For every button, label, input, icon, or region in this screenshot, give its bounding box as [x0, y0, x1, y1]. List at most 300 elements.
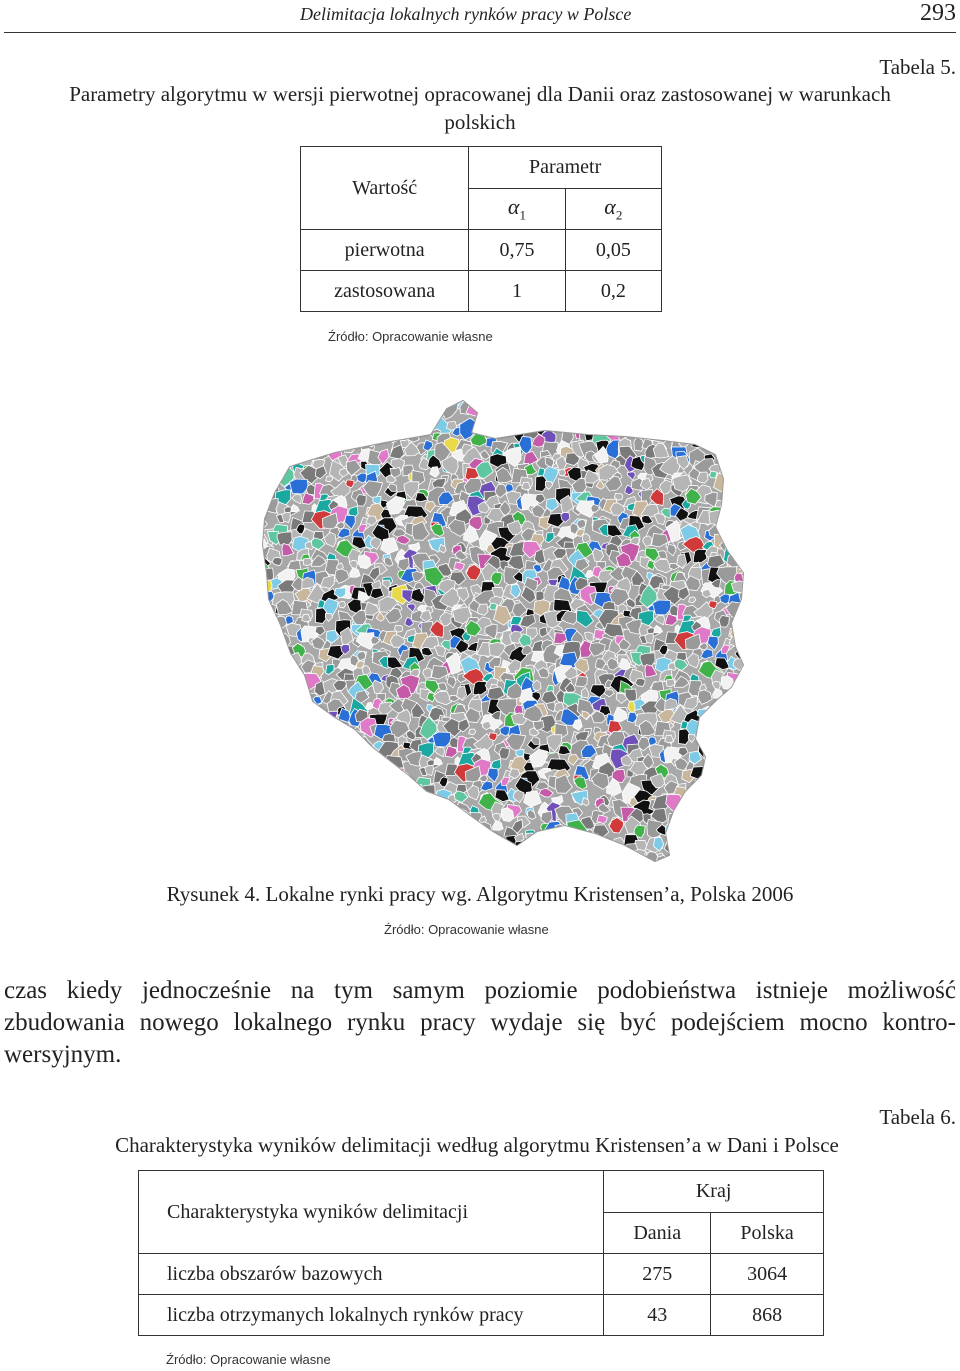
- map-region: [421, 399, 437, 416]
- map-region: [195, 625, 208, 634]
- map-region: [563, 863, 574, 870]
- table-row: [301, 271, 662, 312]
- map-region: [731, 581, 746, 593]
- map-region: [287, 815, 303, 832]
- map-region: [233, 739, 252, 756]
- map-region: [289, 856, 301, 869]
- table-row: [139, 1295, 824, 1336]
- map-region: [728, 723, 743, 736]
- map-region: [492, 838, 502, 850]
- map-region: [332, 802, 346, 818]
- map-region: [489, 414, 499, 424]
- map-region: [277, 831, 298, 849]
- map-region: [283, 775, 297, 789]
- map-region: [744, 659, 762, 675]
- map-region: [371, 409, 381, 417]
- map-region: [294, 800, 314, 818]
- map-region: [248, 421, 263, 440]
- map-region: [768, 532, 770, 546]
- map-region: [273, 421, 285, 436]
- map-region: [732, 417, 746, 432]
- map-region: [709, 436, 719, 448]
- map-region: [280, 693, 289, 704]
- map-region: [550, 857, 558, 865]
- map-region: [764, 479, 770, 497]
- map-region: [335, 789, 356, 805]
- map-region: [707, 440, 717, 449]
- map-region: [200, 572, 218, 586]
- map-region: [750, 596, 760, 604]
- map-region: [765, 670, 770, 690]
- map-region: [430, 395, 444, 411]
- map-region: [759, 444, 770, 457]
- map-region: [735, 819, 747, 830]
- table5-row-label: zastosowana: [301, 271, 469, 312]
- map-region: [229, 632, 249, 650]
- map-region: [741, 823, 756, 836]
- map-region: [317, 848, 332, 862]
- map-region: [195, 720, 205, 734]
- map-region: [226, 806, 237, 816]
- map-region: [450, 837, 472, 857]
- body-paragraph: [4, 975, 956, 1071]
- map-region: [205, 812, 219, 826]
- map-region: [459, 824, 475, 840]
- map-region: [763, 677, 771, 688]
- map-region: [323, 776, 341, 796]
- map-region: [262, 853, 271, 862]
- map-region: [748, 729, 765, 744]
- map-region: [445, 867, 454, 870]
- map-region: [307, 403, 322, 417]
- map-region: [594, 395, 609, 405]
- map-region: [719, 754, 737, 771]
- map-region: [731, 794, 745, 809]
- map-region: [313, 853, 324, 863]
- map-region: [303, 832, 319, 847]
- map-region: [385, 812, 393, 820]
- map-region: [239, 481, 252, 493]
- map-region: [212, 555, 224, 566]
- map-region: [761, 765, 770, 777]
- map-region: [342, 773, 361, 794]
- map-region: [612, 853, 623, 866]
- map-region: [235, 553, 255, 568]
- map-region: [742, 751, 752, 763]
- map-region: [237, 782, 258, 797]
- map-region: [715, 847, 727, 861]
- map-region: [300, 747, 316, 760]
- map-region: [247, 696, 261, 709]
- map-region: [318, 800, 329, 811]
- map-region: [732, 470, 747, 487]
- map-region: [501, 844, 513, 856]
- map-region: [621, 857, 632, 868]
- map-region: [697, 852, 715, 870]
- map-region: [762, 508, 771, 522]
- map-region: [229, 828, 239, 834]
- map-region: [387, 790, 399, 802]
- map-region: [249, 648, 262, 661]
- map-region: [262, 806, 275, 815]
- map-region: [764, 410, 770, 421]
- map-region: [435, 830, 452, 844]
- map-region: [198, 752, 211, 764]
- map-region: [251, 586, 264, 601]
- map-region: [701, 779, 720, 795]
- map-region: [195, 417, 209, 438]
- map-region: [414, 418, 424, 425]
- map-region: [253, 515, 263, 527]
- map-region: [258, 686, 273, 701]
- map-region: [218, 624, 234, 637]
- map-region: [758, 636, 770, 647]
- map-region: [219, 429, 240, 449]
- table5-header-param: Parametr: [469, 147, 662, 189]
- map-region: [352, 429, 362, 439]
- map-region: [262, 568, 274, 580]
- map-region: [315, 408, 331, 425]
- map-region: [293, 704, 303, 715]
- map-region: [231, 606, 238, 614]
- map-region: [263, 498, 278, 513]
- map-region: [228, 651, 246, 668]
- map-region: [266, 412, 281, 428]
- map-region: [359, 429, 370, 445]
- map-region: [380, 413, 395, 428]
- map-region: [220, 414, 233, 430]
- map-region: [195, 685, 213, 705]
- map-region: [302, 413, 320, 429]
- map-region: [207, 619, 228, 639]
- map-region: [198, 588, 217, 605]
- map-region: [250, 678, 269, 698]
- map-region: [715, 395, 737, 411]
- map-region: [557, 398, 567, 408]
- map-region: [717, 444, 729, 459]
- map-region: [283, 731, 292, 740]
- map-region: [585, 417, 602, 430]
- map-region: [254, 723, 275, 742]
- map-region: [494, 840, 511, 854]
- map-region: [404, 799, 416, 813]
- map-region: [692, 416, 701, 428]
- map-region: [218, 566, 226, 577]
- map-region: [303, 837, 323, 855]
- map-region: [270, 816, 281, 828]
- map-region: [755, 433, 769, 445]
- map-region: [632, 427, 644, 437]
- map-region: [245, 840, 260, 855]
- map-region: [739, 502, 752, 516]
- map-region: [227, 564, 243, 577]
- map-region: [735, 538, 743, 546]
- map-region: [617, 844, 638, 863]
- table5: [300, 146, 662, 312]
- map-region: [737, 862, 750, 870]
- map-region: [241, 609, 248, 617]
- map-region: [617, 396, 632, 411]
- map-region: [203, 800, 212, 811]
- map-region: [755, 726, 765, 734]
- map-region: [596, 421, 608, 434]
- map-region: [195, 835, 205, 850]
- map-region: [326, 834, 335, 844]
- map-region: [222, 708, 233, 719]
- map-region: [665, 823, 680, 840]
- map-region: [195, 524, 207, 535]
- map-region: [255, 749, 273, 768]
- map-region: [259, 459, 267, 470]
- map-region: [299, 766, 312, 780]
- map-region: [729, 426, 745, 446]
- map-region: [741, 863, 763, 871]
- map-region: [425, 797, 437, 809]
- map-region: [302, 702, 317, 719]
- map-region: [639, 400, 659, 418]
- map-region: [399, 791, 411, 804]
- map-region: [384, 822, 395, 829]
- map-region: [261, 714, 277, 733]
- map-region: [242, 398, 250, 406]
- map-region: [237, 720, 249, 734]
- map-region: [719, 857, 737, 870]
- map-region: [288, 687, 304, 703]
- map-region: [254, 866, 274, 870]
- map-region: [230, 844, 248, 863]
- table6-header-country: Kraj: [604, 1171, 824, 1213]
- map-region: [718, 395, 728, 406]
- map-region: [724, 723, 741, 741]
- map-region: [740, 639, 760, 656]
- map-region: [757, 584, 770, 598]
- map-region: [230, 434, 244, 453]
- map-region: [395, 781, 410, 793]
- map-region: [734, 757, 743, 765]
- map-region: [202, 780, 213, 789]
- map-region: [214, 778, 225, 789]
- map-region: [513, 396, 523, 405]
- map-region: [265, 771, 282, 789]
- map-region: [236, 516, 249, 529]
- map-region: [217, 638, 232, 649]
- map-region: [438, 841, 457, 859]
- map-region: [751, 605, 760, 613]
- map-region: [695, 780, 704, 790]
- map-region: [719, 615, 729, 627]
- map-region: [202, 717, 217, 732]
- map-region: [277, 532, 292, 545]
- map-region: [201, 753, 214, 771]
- map-region: [252, 438, 264, 452]
- map-region: [259, 489, 270, 499]
- map-region: [195, 508, 203, 522]
- map-region: [271, 719, 285, 733]
- map-region: [287, 824, 303, 842]
- map-region: [736, 617, 744, 625]
- map-region: [195, 405, 202, 419]
- map-region: [285, 438, 301, 459]
- map-region: [227, 784, 247, 806]
- map-region: [217, 465, 235, 485]
- map-region: [746, 752, 761, 766]
- map-region: [557, 836, 567, 845]
- map-region: [256, 586, 266, 594]
- map-region: [235, 467, 250, 478]
- map-region: [287, 791, 301, 805]
- map-region: [349, 400, 365, 414]
- map-region: [313, 400, 321, 408]
- map-region: [240, 784, 255, 802]
- header-rule: [4, 32, 956, 33]
- table5-row-label: pierwotna: [301, 230, 469, 271]
- map-region: [714, 708, 731, 722]
- map-region: [765, 863, 770, 870]
- table5-header-alpha2: $\alpha_2$: [565, 189, 661, 230]
- map-region: [701, 722, 708, 729]
- map-region: [735, 772, 755, 787]
- map-region: [643, 415, 655, 426]
- map-region: [747, 606, 760, 618]
- map-region: [723, 467, 732, 476]
- map-region: [327, 419, 335, 427]
- map-region: [198, 490, 215, 503]
- map-region: [205, 738, 213, 747]
- map-region: [630, 402, 638, 413]
- map-region: [732, 835, 750, 850]
- map-region: [535, 838, 554, 858]
- map-region: [281, 731, 297, 746]
- map-region: [253, 446, 264, 456]
- map-region: [767, 750, 770, 762]
- map-region: [526, 419, 536, 426]
- map-region: [561, 858, 571, 865]
- map-region: [297, 804, 311, 821]
- table-row: [301, 230, 662, 271]
- map-region: [356, 804, 366, 815]
- map-region: [265, 810, 278, 824]
- map-region: [311, 869, 320, 870]
- table6-row-label: liczba obszarów bazowych: [139, 1254, 604, 1295]
- map-region: [204, 721, 219, 741]
- map-region: [290, 749, 302, 758]
- map-region: [489, 399, 499, 410]
- map-region: [229, 410, 242, 423]
- map-region: [623, 407, 646, 426]
- map-region: [320, 717, 333, 731]
- map-region: [312, 824, 321, 834]
- map-region: [295, 802, 303, 810]
- map-region: [313, 709, 322, 718]
- map-region: [407, 844, 417, 855]
- map-region: [743, 573, 763, 591]
- map-region: [727, 527, 741, 541]
- map-region: [728, 823, 737, 831]
- map-region: [195, 581, 201, 593]
- map-region: [551, 415, 560, 425]
- map-region: [282, 762, 294, 780]
- map-region: [259, 662, 277, 684]
- map-region: [202, 562, 212, 572]
- map-region: [745, 855, 758, 867]
- map-region: [334, 426, 348, 442]
- map-region: [327, 817, 334, 825]
- map-region: [195, 794, 200, 809]
- map-region: [204, 699, 225, 720]
- map-region: [724, 432, 738, 447]
- map-region: [256, 395, 270, 404]
- map-region: [679, 844, 688, 854]
- map-region: [468, 866, 475, 870]
- map-region: [210, 670, 222, 682]
- map-region: [220, 607, 229, 617]
- map-region: [334, 797, 353, 815]
- map-region: [209, 837, 227, 853]
- map-region: [490, 852, 505, 867]
- map-region: [503, 416, 516, 432]
- map-region: [264, 654, 283, 672]
- map-region: [259, 613, 275, 633]
- map-region: [758, 454, 770, 469]
- map-region: [232, 626, 246, 639]
- map-region: [248, 831, 263, 846]
- map-region: [201, 768, 219, 782]
- map-region: [760, 814, 769, 822]
- map-region: [244, 593, 255, 605]
- map-region: [261, 827, 275, 839]
- table6-header-polska: Polska: [711, 1213, 824, 1254]
- map-region: [219, 677, 226, 685]
- map-region: [719, 745, 739, 758]
- map-region: [306, 741, 315, 751]
- map-region: [360, 775, 368, 782]
- map-region: [360, 772, 373, 789]
- map-region: [744, 621, 752, 630]
- map-region: [235, 772, 248, 788]
- map-region: [195, 715, 205, 724]
- map-region: [230, 704, 246, 717]
- map-region: [223, 743, 232, 751]
- map-region: [763, 689, 770, 703]
- map-region: [755, 405, 764, 414]
- map-region: [195, 638, 208, 657]
- map-region: [377, 866, 392, 870]
- map-region: [195, 858, 206, 870]
- map-region: [581, 835, 599, 851]
- map-region: [322, 823, 338, 838]
- map-region: [236, 719, 247, 729]
- map-region: [766, 778, 770, 791]
- map-region: [284, 699, 299, 720]
- map-region: [699, 789, 717, 804]
- map-region: [426, 395, 434, 400]
- map-region: [751, 519, 770, 531]
- map-region: [201, 401, 221, 423]
- map-region: [742, 718, 763, 734]
- map-region: [549, 406, 561, 418]
- map-region: [400, 813, 414, 826]
- map-region: [374, 864, 387, 870]
- map-region: [202, 423, 222, 438]
- map-region: [668, 399, 688, 420]
- map-region: [421, 822, 438, 840]
- map-region: [682, 865, 697, 870]
- map-region: [283, 403, 296, 414]
- map-region: [341, 841, 360, 858]
- map-region: [761, 692, 769, 700]
- map-region: [521, 408, 536, 422]
- map-region: [446, 854, 454, 862]
